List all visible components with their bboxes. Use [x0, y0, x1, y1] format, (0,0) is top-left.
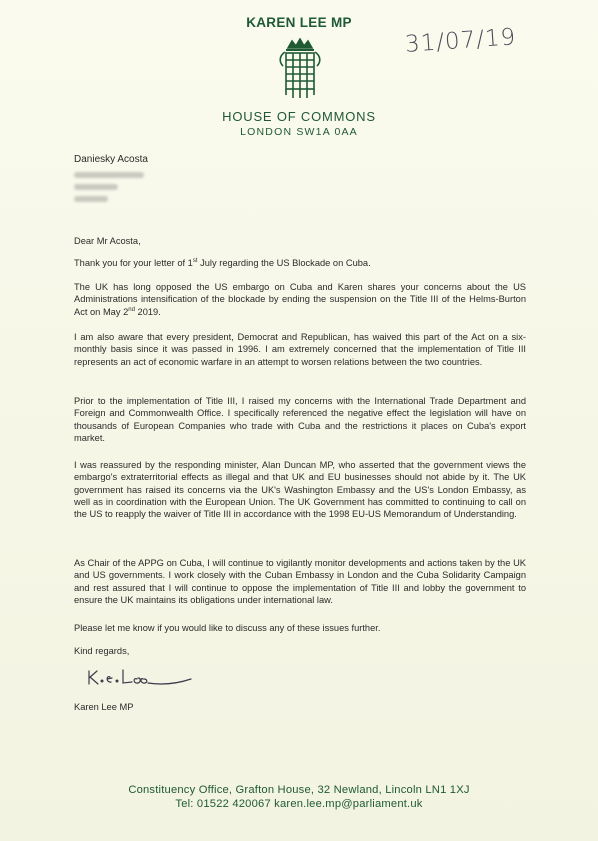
paragraph-7: Please let me know if you would like to discuss any of these issues further.	[74, 623, 381, 633]
portcullis-icon	[277, 38, 323, 100]
redacted-address-line	[74, 196, 108, 202]
redacted-address-line	[74, 172, 144, 178]
paragraph-1-text-end: July regarding the US Blockade on Cuba.	[197, 258, 371, 268]
house-of-commons-title: HOUSE OF COMMONS	[222, 109, 376, 124]
paragraph-5: I was reassured by the responding minister, Alan Duncan MP, who asserted that the government views the embargo's extraterritorial effects as illegal and that UK and EU businesses should not abide by it. The UK government has raised its concerns via the UK's Washington Embassy and the US's London Embassy, as well as in coordination with the European Union. The UK Government has committed to continuing to call on the US to reapply the waiver of Title III in accordance with the 1998 EU-US Memorandum of Understanding.	[74, 460, 526, 520]
paragraph-1-text: Thank you for your letter of 1	[74, 258, 193, 268]
handwritten-signature	[86, 667, 196, 689]
paragraph-1	[74, 257, 526, 269]
ordinal-suffix: nd	[128, 306, 135, 313]
footer-contact: Tel: 01522 420067 karen.lee.mp@parliament.uk	[175, 798, 423, 810]
ordinal-suffix: st	[192, 257, 198, 264]
footer-address: Constituency Office, Grafton House, 32 Newland, Lincoln LN1 1XJ	[128, 784, 470, 796]
paragraph-2-text-end: 2019.	[134, 306, 161, 317]
mp-name: KAREN LEE MP	[246, 15, 352, 30]
salutation: Dear Mr Acosta,	[74, 236, 141, 246]
signatory-name: Karen Lee MP	[74, 702, 134, 712]
recipient-block	[74, 154, 148, 208]
paragraph-3: I am also aware that every president, Democrat and Republican, has waived this part of the Act on a six-monthly basis since it was passed in 1996. I am extremely concerned that the implementation of Title III represents an act of economic warfare in an attempt to worsen relations between the two countries.	[74, 332, 526, 367]
paragraph-2	[74, 281, 526, 318]
closing: Kind regards,	[74, 646, 130, 656]
redacted-address-line	[74, 184, 118, 190]
paragraph-2-text: The UK has long opposed the US embargo on Cuba and Karen shares your concerns about the US Administrations intensification of the blockade by ending the suspension on the Title III of the Helms-Burton Act on May 2	[74, 282, 526, 317]
paragraph-6: As Chair of the APPG on Cuba, I will continue to vigilantly monitor developments and actions taken by the UK and US governments. I work closely with the Cuban Embassy in London and the Cuba Solidarity Campaign and rest assured that I will continue to oppose the implementation of Title III and lobby the government to ensure the UK maintains its obligations under international law.	[74, 558, 526, 605]
handwritten-date: 31/07/19	[404, 24, 518, 58]
house-address: LONDON SW1A 0AA	[240, 126, 358, 138]
paragraph-4: Prior to the implementation of Title III, I raised my concerns with the International Trade Department and Foreign and Commonwealth Office. I specifically referenced the negative effect the legislation will have on thousands of European Companies who trade with Cuba and the restrictions it places on Cuba's export market.	[74, 396, 526, 443]
recipient-name: Daniesky Acosta	[74, 154, 148, 165]
